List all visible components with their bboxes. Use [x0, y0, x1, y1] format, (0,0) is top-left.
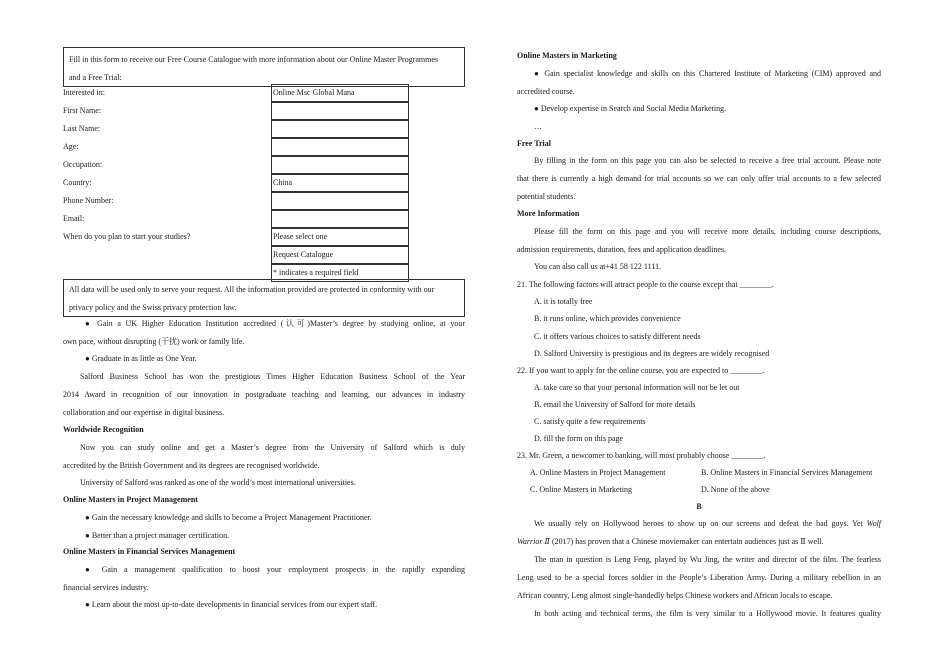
- passage-text: We usually rely on Hollywood heroes to show up on our screens and defeat the bad guys. Yet: [534, 519, 863, 528]
- form-label: Last Name:: [63, 124, 101, 133]
- paragraph-more-info: Please fill the form on this page and you will receive more details, including course descriptions,: [534, 227, 881, 236]
- form-label: When do you plan to start your studies?: [63, 232, 191, 241]
- form-row-request: [63, 246, 408, 264]
- form-label: Email:: [63, 214, 85, 223]
- start-date-select[interactable]: Please select one: [271, 228, 409, 246]
- heading-marketing: Online Masters in Marketing: [517, 51, 617, 60]
- q22-option-b: B. email the University of Salford for more details: [534, 400, 696, 409]
- paragraph-line: financial services industry.: [63, 583, 149, 592]
- form-row-interested: [63, 84, 408, 102]
- heading-financial-services: Online Masters in Financial Services Management: [63, 547, 236, 556]
- form-label: Age:: [63, 142, 79, 151]
- form-row-last-name: [63, 120, 408, 138]
- section-b-heading: B: [696, 502, 702, 511]
- paragraph-line: that there is currently a high demand for trial accounts so we can only offer trial accounts to a few selected: [517, 174, 881, 183]
- q22-option-a: A. take care so that your personal information will not be let out: [534, 383, 740, 392]
- country-select[interactable]: China: [271, 174, 409, 192]
- interested-in-select[interactable]: Online Msc Global Mana: [271, 84, 409, 102]
- paragraph-line: admission requirements, duration, fees and application deadlines.: [517, 245, 727, 254]
- paragraph-line: accredited by the British Government and its degrees are recognised worldwide.: [63, 461, 320, 470]
- form-label: Interested in:: [63, 88, 105, 97]
- passage-b-line-3: The man in question is Leng Feng, played by Wu Jing, the writer and director of the film. The fearless: [534, 555, 881, 564]
- bullet-project-knowledge: ● Gain the necessary knowledge and skills to become a Project Management Practitioner.: [85, 513, 372, 522]
- paragraph-line: 2014 Award in recognition of our innovation in postgraduate teaching and learning, our advances in industry: [63, 390, 465, 399]
- privacy-line-1: All data will be used only to serve your request. All the information provided are protected in conformity with our: [69, 285, 435, 294]
- bullet-uk-degree: ● Gain a UK Higher Education Institution accredited (认可)Master’s degree by studying online, at your: [85, 319, 465, 328]
- occupation-input[interactable]: [271, 156, 409, 174]
- passage-b-line-1: [517, 515, 881, 533]
- q23-option-a: A. Online Masters in Project Management: [530, 468, 666, 477]
- question-22: 22. If you want to apply for the online course, you are expected to ________.: [517, 366, 765, 375]
- form-label: First Name:: [63, 106, 101, 115]
- intro-line-2: and a Free Trial:: [69, 73, 122, 82]
- paragraph-line: potential students.: [517, 192, 576, 201]
- q21-option-d: D. Salford University is prestigious and its degrees are widely recognised: [534, 349, 770, 358]
- form-label: Occupation:: [63, 160, 103, 169]
- bullet-certification: ● Better than a project manager certification.: [85, 531, 230, 540]
- bullet-graduate: ● Graduate in as little as One Year.: [85, 354, 197, 363]
- q21-option-b: B. it runs online, which provides convenience: [534, 314, 681, 323]
- heading-project-management: Online Masters in Project Management: [63, 495, 198, 504]
- paragraph-free-trial: By filling in the form on this page you can also be selected to receive a free trial account. Please note: [534, 156, 881, 165]
- question-23: 23. Mr. Green, a newcomer to banking, will most probably choose ________.: [517, 451, 766, 460]
- q21-option-c: C. it offers various choices to satisfy different needs: [534, 332, 701, 341]
- film-title-part: Warrior Ⅱ: [517, 537, 550, 546]
- form-row-age: [63, 138, 408, 156]
- passage-b-line-5: African country, Leng almost single-handedly helps Chinese workers and African locals to escape.: [517, 591, 833, 600]
- bullet-management-qualification: ● Gain a management qualification to boost your employment prospects in the rapidly expanding: [85, 565, 465, 574]
- intro-box: [63, 47, 465, 87]
- form-row-first-name: [63, 102, 408, 120]
- q23-option-b: B. Online Masters in Financial Services Management: [701, 468, 873, 477]
- privacy-line-2: privacy policy and the Swiss privacy protection law.: [69, 303, 237, 312]
- form-row-start: [63, 228, 408, 246]
- email-input[interactable]: [271, 210, 409, 228]
- paragraph-line: accredited course.: [517, 87, 575, 96]
- phone-input[interactable]: [271, 192, 409, 210]
- paragraph-line: own pace, without disrupting (干扰) work or family life.: [63, 337, 245, 346]
- heading-free-trial: Free Trial: [517, 139, 551, 148]
- paragraph-salford-award: Salford Business School has won the prestigious Times Higher Education Business School of the Year: [80, 372, 465, 381]
- ellipsis: …: [534, 122, 542, 131]
- form-label: Phone Number:: [63, 196, 114, 205]
- q23-option-c: C. Online Masters in Marketing: [530, 485, 632, 494]
- q22-option-d: D. fill the form on this page: [534, 434, 624, 443]
- request-catalogue-button[interactable]: Request Catalogue: [271, 246, 409, 264]
- bullet-up-to-date: ● Learn about the most up-to-date developments in financial services from our expert staff.: [85, 600, 378, 609]
- bullet-cim: ● Gain specialist knowledge and skills on this Chartered Institute of Marketing (CIM) approved and: [534, 69, 881, 78]
- last-name-input[interactable]: [271, 120, 409, 138]
- privacy-box: [63, 279, 465, 317]
- q23-option-d: D. None of the above: [701, 485, 770, 494]
- film-title-part: Wolf: [866, 519, 882, 528]
- paragraph-study-online: Now you can study online and get a Master’s degree from the University of Salford which is duly: [80, 443, 465, 452]
- q22-option-c: C. satisfy quite a few requirements: [534, 417, 646, 426]
- passage-b-line-6: In both acting and technical terms, the film is very similar to a Hollywood movie. It features quality: [534, 609, 881, 618]
- intro-line-1: Fill in this form to receive our Free Course Catalogue with more information about our Online Master Programmes: [69, 55, 439, 64]
- passage-b-line-2: [517, 533, 881, 551]
- q21-option-a: A. it is totally free: [534, 297, 593, 306]
- passage-b-line-4: Leng used to be a special forces soldier in the People’s Liberation Army. During a military rebellion in an: [517, 573, 881, 582]
- form-row-occupation: [63, 156, 408, 174]
- question-21: 21. The following factors will attract people to the course except that ________.: [517, 280, 774, 289]
- heading-more-information: More Information: [517, 209, 580, 218]
- heading-worldwide-recognition: Worldwide Recognition: [63, 425, 144, 434]
- age-input[interactable]: [271, 138, 409, 156]
- form-label: Country:: [63, 178, 92, 187]
- form-row-phone: [63, 192, 408, 210]
- form-row-country: [63, 174, 408, 192]
- form-row-email: [63, 210, 408, 228]
- paragraph-ranking: University of Salford was ranked as one of the world’s most international universities.: [80, 478, 356, 487]
- phone-number: You can also call us at+41 58 122 1111.: [534, 262, 662, 271]
- bullet-search-social: ● Develop expertise in Search and Social Media Marketing.: [534, 104, 727, 113]
- required-field-note: * indicates a required field: [271, 264, 409, 282]
- first-name-input[interactable]: [271, 102, 409, 120]
- catalogue-form: [63, 84, 408, 278]
- paragraph-line: collaboration and our expertise in digital business.: [63, 408, 225, 417]
- passage-text: (2017) has proven that a Chinese moviemaker can entertain audiences just as Ⅱ well.: [549, 537, 824, 546]
